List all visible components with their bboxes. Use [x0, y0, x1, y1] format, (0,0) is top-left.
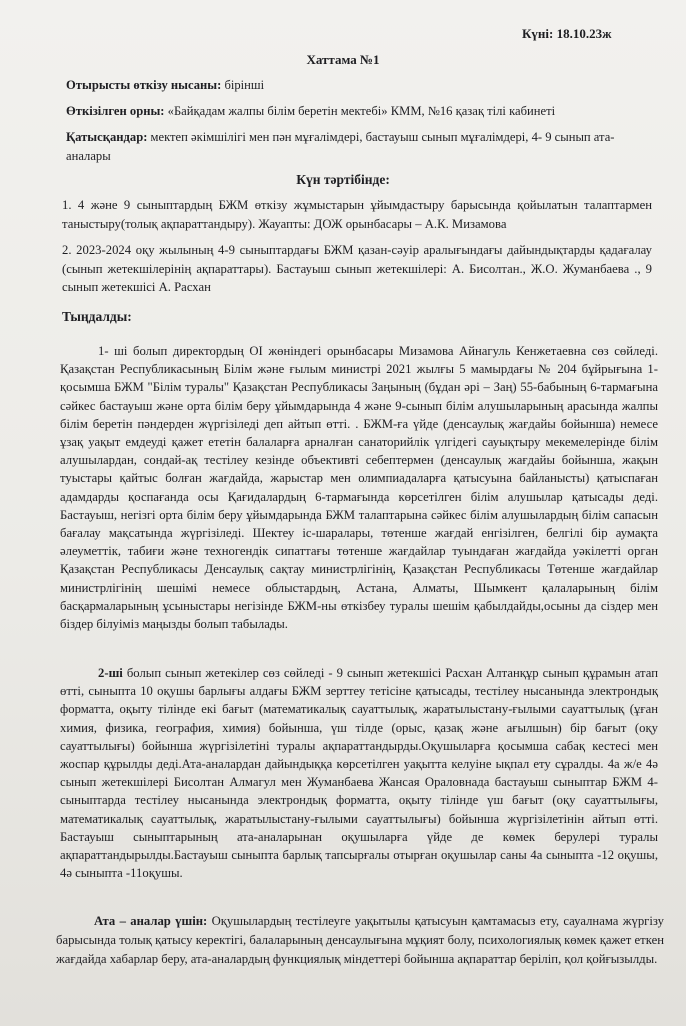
- document-title: Хаттама №1: [306, 52, 380, 67]
- participants-label: Қатысқандар:: [66, 130, 148, 144]
- heard-paragraph-1: [60, 342, 658, 633]
- parents-label: Ата – аналар үшін:: [94, 914, 208, 928]
- participants-value: мектеп әкімшілігі мен пән мұғалімдері, бастауыш сынып мұғалімдері, 4- 9 сынып ата-аналары: [66, 130, 615, 163]
- meeting-form-line: [66, 76, 656, 95]
- date-label: Күні:: [522, 26, 554, 41]
- heard-paragraph-2-lead: 2-ші: [98, 666, 123, 680]
- agenda-title: Күн тәртібінде:: [296, 172, 390, 187]
- meeting-form-value: біріншi: [224, 78, 265, 92]
- heard-label: Тыңдалды:: [62, 309, 132, 324]
- date-line: [522, 26, 612, 42]
- meeting-place-value: «Байқадам жалпы білім беретін мектебі» КММ, №16 қазақ тілі кабинеті: [167, 104, 556, 118]
- heard-paragraph-1-text: 1- ші болып директордың ОІ жөніндегі орынбасары Мизамова Айнагуль Кенжетаевна сөз сөйледі. Қазақстан Республикасының Білім және ғылым министрі 2021 жылғы 5 мамырдағы № 204 бұйрығына 1-қосымша БЖМ "Білім туралы" Қазақстан Республикасы Заңының (бұдан әрі – Заң) 55-бабының 6-тармағына сәйкес бастауыш және орта білім беру ұйымдарында 4 және 9-сынып білім алушыларының арасында жалпы білім беретін пәндерден жүргізіледі деп айтып өтті. . БЖМ-ға үйде (денсаулық жағдайы бойынша) немесе ұзақ уақыт емдеуді қажет ететін балаларға арналған санаторийлік үлгідегі сауықтыру мекемелерінде білім алушылардан, сондай-ақ тестілеу кезінде объективті себептермен (денсаулық жағдайы бойынша, жақын туыстары қайтыс болған жағдайда, жарыстар мен олимпиадаларға қатысуына байланысты) қатыспаған адамдарды қоспағанда осы Қағидалардың 6-тармағында көрсетілген білім алушылар қатысады деді. Бастауыш, негізгі орта білім беру ұйымдарында БЖМ талаптарына сәйкес білім алушылардың білім сапасын бағалау мақсатында жүргізіледі. Шектеу іс-шаралары, төтенше жағдай енгізілген, белгілі бір аумақта әлеуметтік, табиғи және техногендік сипаттағы төтенше жағдайлар туындаған жағдайда уәкілетті орган Қазақстан Республикасы Денсаулық сақтау министрлігінің, Қазақстан Республикасы Төтенше жағдайлар министрлігінің шешімі немесе облыстардың, Астана, Алматы, Шымкент қалаларының білім басқармаларының ұсыныстары негізінде БЖМ-ны өткізбеу туралы шешім қабылдайды,осыны да сіздер мен біздер білуіміз маңызды болып табылады.: [60, 344, 658, 632]
- heard-paragraph-2-text: болып сынып жетекілер сөз сөйледі - 9 сынып жетекшісі Расхан Алтанқұр сынып құрамын атап өтті, сыныпта 10 оқушы барлығы алдағы БЖМ зерттеу тетісіне қатысады, тестілеу нысанында электрондық форматта, оқыту тілінде екі бағыт (математикалық сауаттылық, жаратылыстану-ғылыми сауаттылық (ұған химия, физика, география, химия) бойынша, үш тілде (орыс, қазақ және ағылшын) бір бағыт (оқу сауаттылығы) бойынша жүргізілетіні туралы ақпараттандырды.Оқушыларға қосымша сабақ кестесі мен жоспар құрылды деді.Ата-аналардан дайындыққа көрсетілген уақытта келуіне ықпал ету сұралды. 4а ж/е 4ә сынып жетекшілері Бисолтан Алмагул мен Жуманбаева Жансая Ораловнада бастауыш сыныптар БЖМ 4-сыныптарда тестілеу нысанында электрондық форматта, оқыту тілінде үш бағыт (оқу сауаттылығы, математикалық сауаттылық, жаратылыстану-ғылыми сауаттылығы) бойынша жүргізілетінін айтып өтті. Бастауыш сыныптарының ата-аналарынан оқушыларға үйде де көмек берулері туралы ақпараттандырылды.Бастауыш сыныпта барлық тапсырғалы отырған оқушылар саны 4а сыныпта -12 оқушы, 4ә сыныпта -11оқушы.: [60, 666, 659, 881]
- participants-line: [66, 128, 658, 166]
- meeting-place-label: Өткізілген орны:: [66, 104, 165, 118]
- agenda-item-1: 1. 4 және 9 сыныптардың БЖМ өткізу жұмыстарын ұйымдастыру барысында қойылатын талаптармен таныстыру(толық ақпараттандыру). Жауапты: ДОЖ орынбасары – А.К. Мизамова: [62, 198, 652, 231]
- heard-paragraph-2: [60, 664, 658, 882]
- meeting-form-label: Отырысты өткізу нысаны:: [66, 78, 222, 92]
- parents-paragraph: [56, 912, 664, 969]
- agenda-item-2: 2. 2023-2024 оқу жылының 4-9 сыныптардағы БЖМ қазан-сәуір аралығындағы дайындықтарды қадағалау (сынып жетекшілерінің ақпараттары). Бастауыш сынып жетекшілері: А. Бисолтан., Ж.О. Жуманбаева ., 9 сынып жетекшісі А. Расхан: [62, 243, 652, 294]
- meeting-place-line: [66, 102, 656, 121]
- parents-text: Оқушылардың тестілеуге уақытылы қатысуын қамтамасыз ету, сауалнама жүргізу барысында толық қатысу керектігі, балаларының денсаулығына мұқият болу, психологиялық көмек қажет еткен жағдайда хабарлар беру, ата-аналардың функциялық міндеттері бойынша ақпараттар беріліп, қол қойғызылды.: [56, 914, 664, 966]
- date-value: 18.10.23ж: [556, 26, 612, 41]
